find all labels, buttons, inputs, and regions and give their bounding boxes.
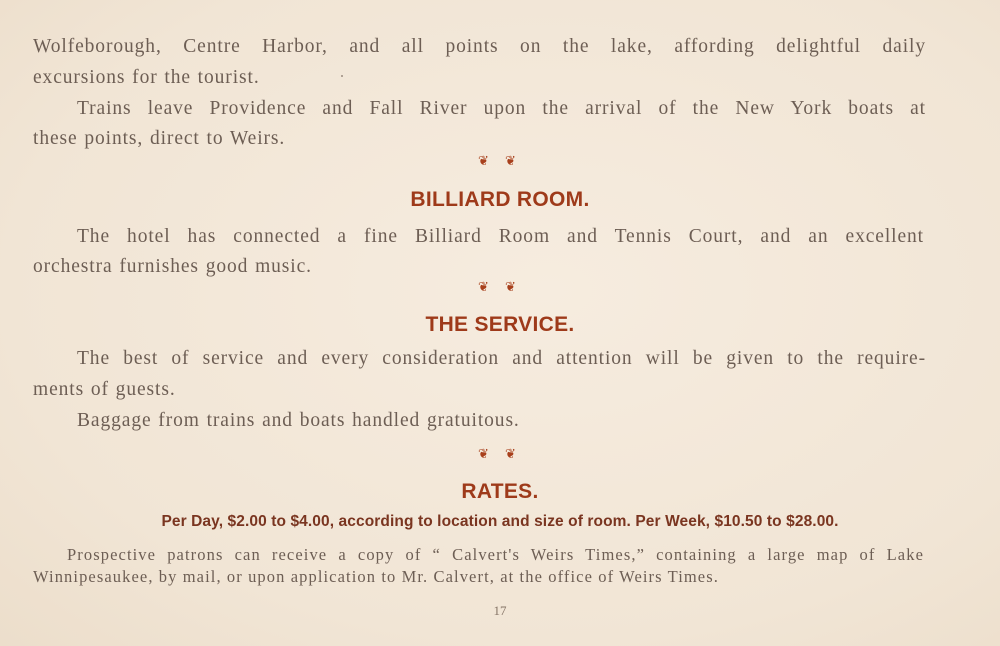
section-heading-service: THE SERVICE. [425,313,575,336]
rates-note-line: Prospective patrons can receive a copy of “ Calvert's Weirs Times,” containing a large map of Lake [67,545,924,564]
paragraph-line: Baggage from trains and boats handled gratuitous. [77,410,520,431]
paragraph-line: Trains leave Providence and Fall River upon the arrival of the New York boats at [77,98,926,119]
rates-note-line: Winnipesaukee, by mail, or upon application to Mr. Calvert, at the office of Weirs Times. [33,567,719,586]
paper-speck [341,75,343,77]
section-heading-billiard: BILLIARD ROOM. [410,188,590,211]
rates-line: Per Day, $2.00 to $4.00, according to location and size of room. Per Week, $10.50 to $28.00. [161,513,839,530]
paragraph-line: excursions for the tourist. [33,67,260,88]
paragraph-line: Wolfeborough, Centre Harbor, and all points on the lake, affording delightful daily [33,36,926,57]
paragraph-line: The best of service and every consideration and attention will be given to the require- [77,348,926,369]
paragraph-line: ments of guests. [33,379,176,400]
paragraph-line: these points, direct to Weirs. [33,128,286,149]
page-number: 17 [493,603,507,618]
paragraph-line: The hotel has connected a fine Billiard Room and Tennis Court, and an excellent [77,226,924,247]
ornament-divider: ❦ ❦ [478,280,522,295]
paragraph-line: orchestra furnishes good music. [33,256,312,277]
ornament-divider: ❦ ❦ [478,154,522,169]
section-heading-rates: RATES. [461,480,539,503]
ornament-divider: ❦ ❦ [478,447,522,462]
